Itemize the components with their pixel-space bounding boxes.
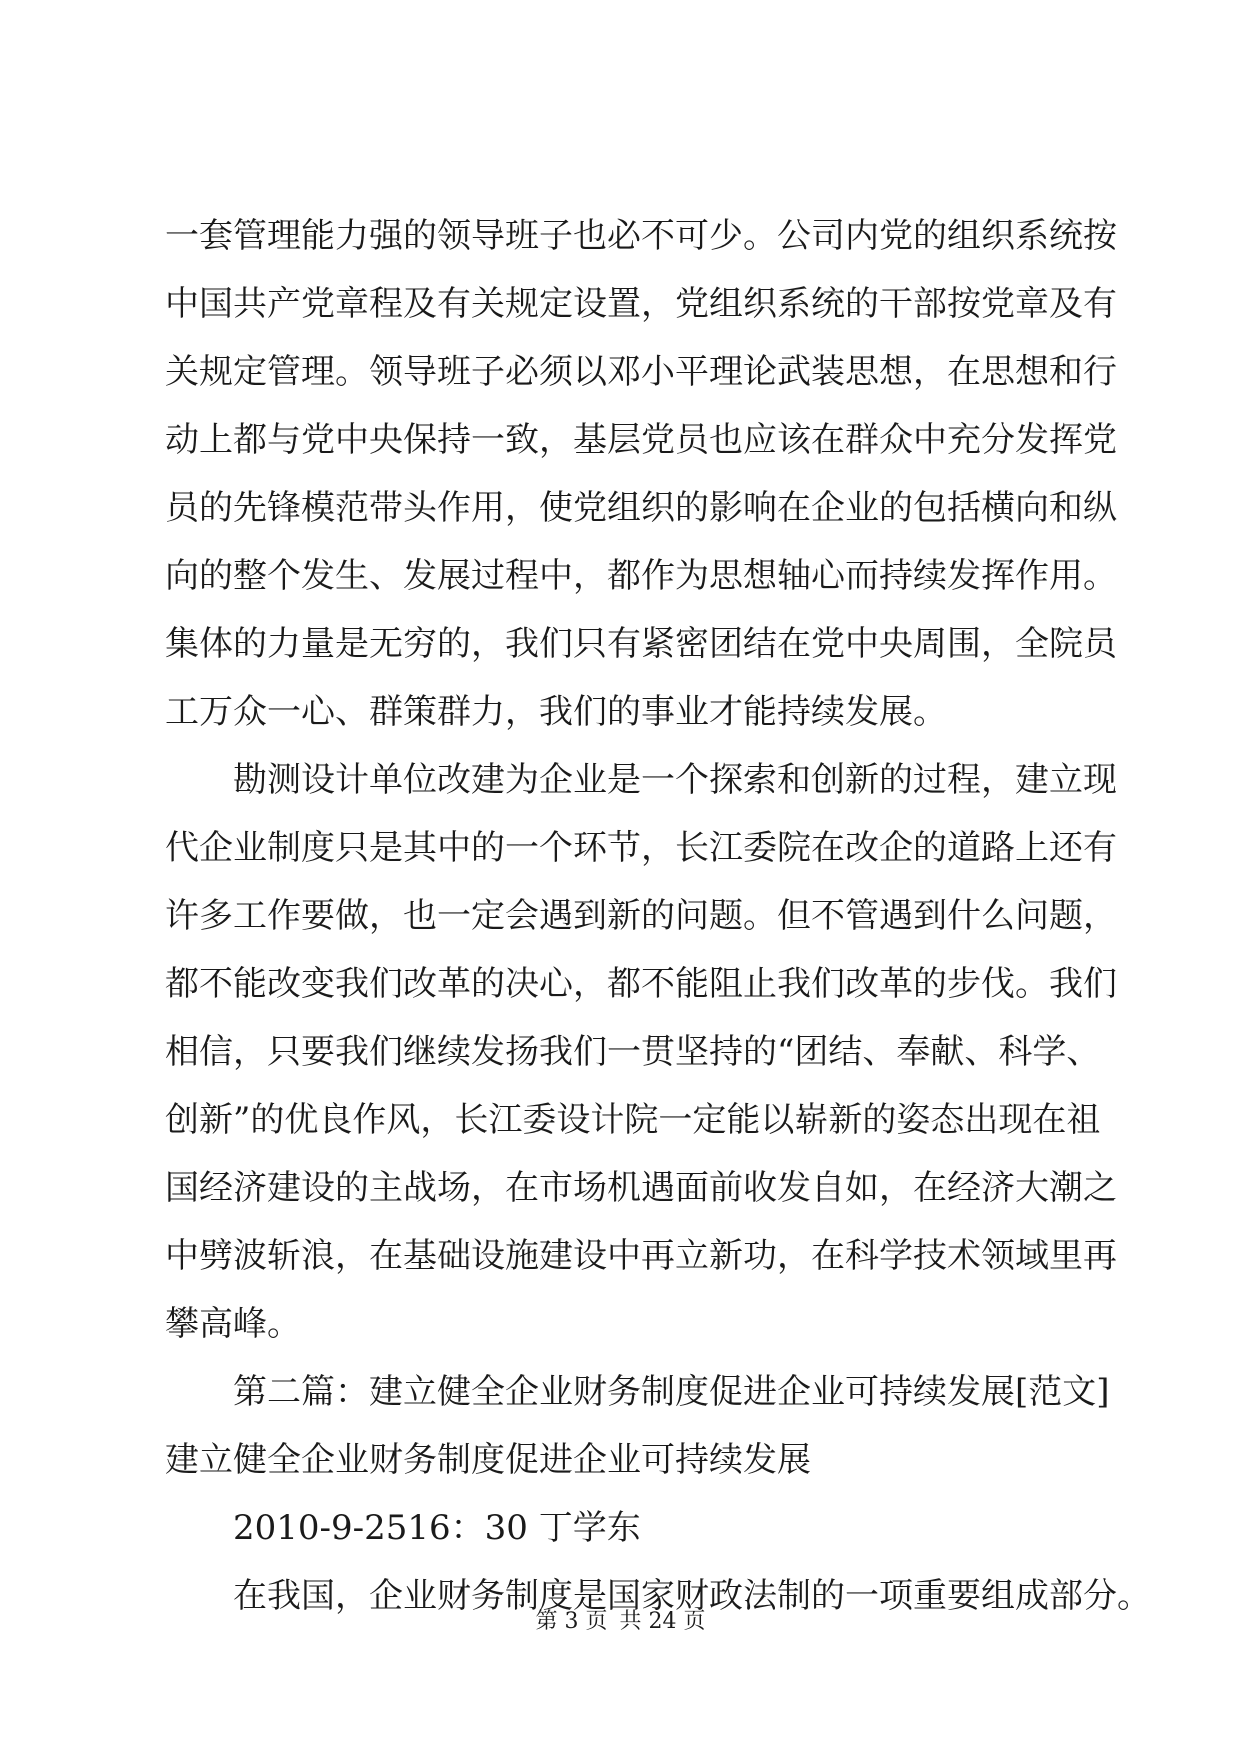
text-line: 勘测设计单位改建为企业是一个探索和创新的过程，建立现 <box>233 760 1117 800</box>
text-line: 国经济建设的主战场，在市场机遇面前收发自如，在经济大潮之 <box>165 1168 1117 1208</box>
text-line: 中劈波斩浪，在基础设施建设中再立新功，在科学技术领域里再 <box>165 1236 1117 1276</box>
page-footer <box>0 1607 1241 1637</box>
text-line: 攀高峰。 <box>165 1304 301 1344</box>
date-author-line <box>165 1494 1085 1562</box>
text-line: 关规定管理。领导班子必须以邓小平理论武装思想，在思想和行 <box>165 352 1117 392</box>
text-line: 员的先锋模范带头作用，使党组织的影响在企业的包括横向和纵 <box>165 488 1117 528</box>
text-line: 许多工作要做，也一定会遇到新的问题。但不管遇到什么问题， <box>165 896 1117 936</box>
text-line: 都不能改变我们改革的决心，都不能阻止我们改革的步伐。我们 <box>165 964 1117 1004</box>
text-line: 一套管理能力强的领导班子也必不可少。公司内党的组织系统按 <box>165 216 1117 256</box>
paragraph-1 <box>165 202 1117 746</box>
text-line: 向的整个发生、发展过程中，都作为思想轴心而持续发挥作用。 <box>165 556 1117 596</box>
page-total: 共 24 页 <box>619 1609 706 1634</box>
article-heading <box>165 1358 1110 1494</box>
text-line: 中国共产党章程及有关规定设置，党组织系统的干部按党章及有 <box>165 284 1117 324</box>
text-line: 2010-9-2516：30 丁学东 <box>233 1508 641 1548</box>
text-line: 建立健全企业财务制度促进企业可持续发展 <box>165 1440 811 1480</box>
document-body <box>165 202 1151 1630</box>
text-line: 动上都与党中央保持一致，基层党员也应该在群众中充分发挥党 <box>165 420 1117 460</box>
text-line: 代企业制度只是其中的一个环节，长江委院在改企的道路上还有 <box>165 828 1117 868</box>
text-line: 在我国，企业财务制度是国家财政法制的一项重要组成部分。 <box>233 1576 1151 1616</box>
text-line: 工万众一心、群策群力，我们的事业才能持续发展。 <box>165 692 947 732</box>
text-line: 创新”的优良作风，长江委设计院一定能以崭新的姿态出现在祖 <box>165 1100 1101 1140</box>
paragraph-2 <box>165 746 1117 1358</box>
page-number: 第 3 页 <box>535 1609 608 1634</box>
text-line: 集体的力量是无穷的，我们只有紧密团结在党中央周围，全院员 <box>165 624 1117 664</box>
text-line: 相信，只要我们继续发扬我们一贯坚持的“团结、奉献、科学、 <box>165 1032 1101 1072</box>
text-line: 第二篇：建立健全企业财务制度促进企业可持续发展[范文] <box>233 1372 1110 1412</box>
